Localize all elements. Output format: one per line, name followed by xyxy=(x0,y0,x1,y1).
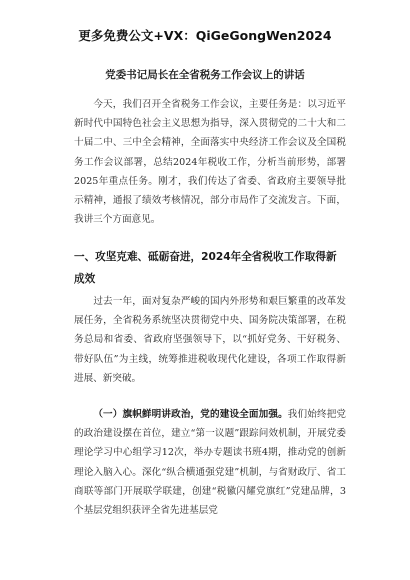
subsection-1-text: 我们始终把党的政治建设摆在首位，建立“第一议题”跟踪问效机制，开展党委理论学习中心组学习12次，举办专题读书班4期，推动党的创新理论入脑入心。深化“纵合横通强党建”机制，与省财政厅、省工商联等部门开展联学联建，创建“税徽闪耀党旗红”党建品牌，3个基层党组织获评全省先进基层党 xyxy=(74,409,347,517)
intro-text: 今天，我们召开全省税务工作会议，主要任务是：以习近平新时代中国特色社会主义思想为指导，深入贯彻党的二十大和二十届二中、三中全会精神，全面落实中央经济工作会议及全国税务工作会议部署，总结2024年税收工作，分析当前形势，部署2025年重点任务。刚才，我们传达了省委、省政府主要领导批示精神，通报了绩效考核情况，部分市局作了交流发言。下面，我讲三个方面意见。 xyxy=(74,99,346,226)
section-1-text: 过去一年，面对复杂严峻的国内外形势和艰巨繁重的改革发展任务，全省税务系统坚决贯彻党中央、国务院决策部署，在税务总局和省委、省政府坚强领导下，以“抓好党务、干好税务、带好队伍”为主线，统筹推进税收现代化建设，各项工作取得新进展、新突破。 xyxy=(74,296,346,384)
subsection-heading-1: （一）旗帜鲜明讲政治，党的建设全面加强。 xyxy=(93,409,288,420)
section-1-paragraph xyxy=(74,292,346,388)
document-title: 党委书记局长在全省税务工作会议上的讲话 xyxy=(105,69,305,81)
subsection-1-paragraph xyxy=(74,405,346,520)
intro-paragraph xyxy=(74,95,346,229)
section-heading-1: 一、攻坚克难、砥砺奋进，2024年全省税收工作取得新成效 xyxy=(74,251,337,285)
promo-banner: 更多免费公文+VX：QiGeGongWen2024 xyxy=(78,28,332,43)
